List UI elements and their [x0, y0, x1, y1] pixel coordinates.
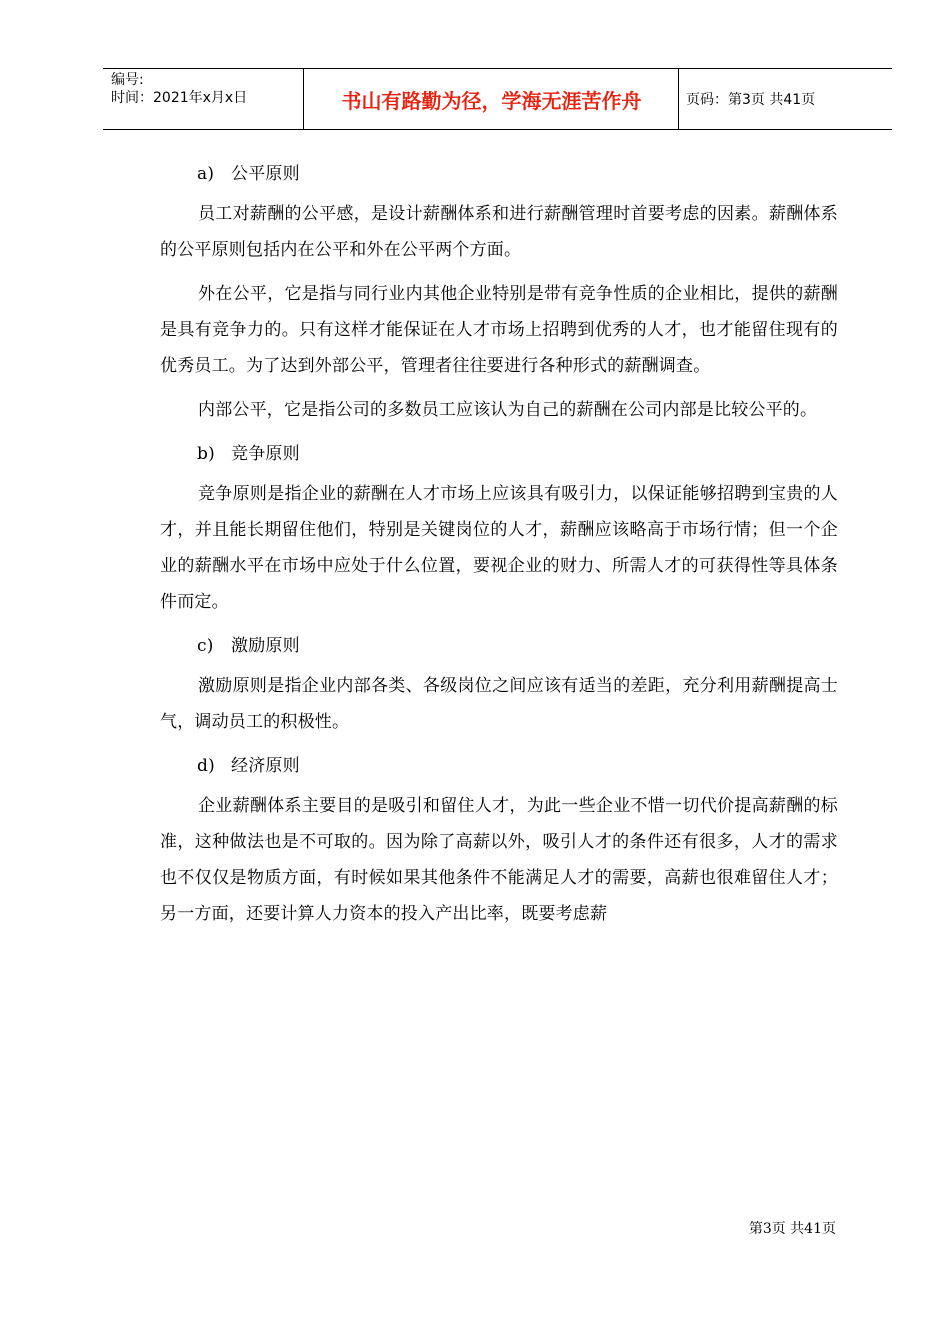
header-page-info: 页码：第3页 共41页 — [686, 92, 816, 108]
section-heading — [160, 748, 838, 784]
header-divider — [303, 69, 304, 129]
header-meta — [111, 71, 247, 107]
section-title: 竞争原则 — [231, 444, 300, 464]
number-label: 编号: — [111, 72, 144, 88]
section-label: d) — [197, 756, 215, 776]
section-label: a) — [197, 164, 215, 184]
section-heading — [160, 156, 838, 192]
section-title: 公平原则 — [231, 164, 300, 184]
paragraph: 外在公平，它是指与同行业内其他企业特别是带有竞争性质的企业相比，提供的薪酬是具有竞争力的。只有这样才能保证在人才市场上招聘到优秀的人才，也才能留住现有的优秀员工。为了达到外部公平，管理者往往要进行各种形式的薪酬调查。 — [160, 284, 838, 376]
page-footer: 第3页 共41页 — [748, 1221, 836, 1237]
paragraph: 竞争原则是指企业的薪酬在人才市场上应该具有吸引力，以保证能够招聘到宝贵的人才，并且能长期留住他们，特别是关键岗位的人才，薪酬应该略高于市场行情；但一个企业的薪酬水平在市场中应处于什么位置，要视企业的财力、所需人才的可获得性等具体条件而定。 — [160, 484, 838, 612]
section-label: c) — [197, 636, 214, 656]
paragraph: 内部公平，它是指公司的多数员工应该认为自己的薪酬在公司内部是比较公平的。 — [198, 400, 818, 420]
page-header — [103, 68, 892, 130]
section-heading — [160, 628, 838, 664]
header-divider — [678, 69, 679, 129]
paragraph: 企业薪酬体系主要目的是吸引和留住人才，为此一些企业不惜一切代价提高薪酬的标准，这种做法也是不可取的。因为除了高薪以外，吸引人才的条件还有很多，人才的需求也不仅仅是物质方面，有时候如果其他条件不能满足人才的需要，高薪也很难留住人才；另一方面，还要计算人力资本的投入产出比率，既要考虑薪 — [160, 796, 838, 924]
section-heading — [160, 436, 838, 472]
header-motto: 书山有路勤为径，学海无涯苦作舟 — [341, 88, 642, 113]
document-body — [160, 152, 838, 940]
section-title: 激励原则 — [231, 636, 300, 656]
paragraph: 员工对薪酬的公平感，是设计薪酬体系和进行薪酬管理时首要考虑的因素。薪酬体系的公平原则包括内在公平和外在公平两个方面。 — [160, 204, 838, 260]
time-label: 时间：2021年x月x日 — [111, 90, 248, 106]
section-title: 经济原则 — [231, 756, 300, 776]
paragraph: 激励原则是指企业内部各类、各级岗位之间应该有适当的差距，充分利用薪酬提高士气，调动员工的积极性。 — [160, 676, 838, 732]
section-label: b) — [197, 444, 215, 464]
